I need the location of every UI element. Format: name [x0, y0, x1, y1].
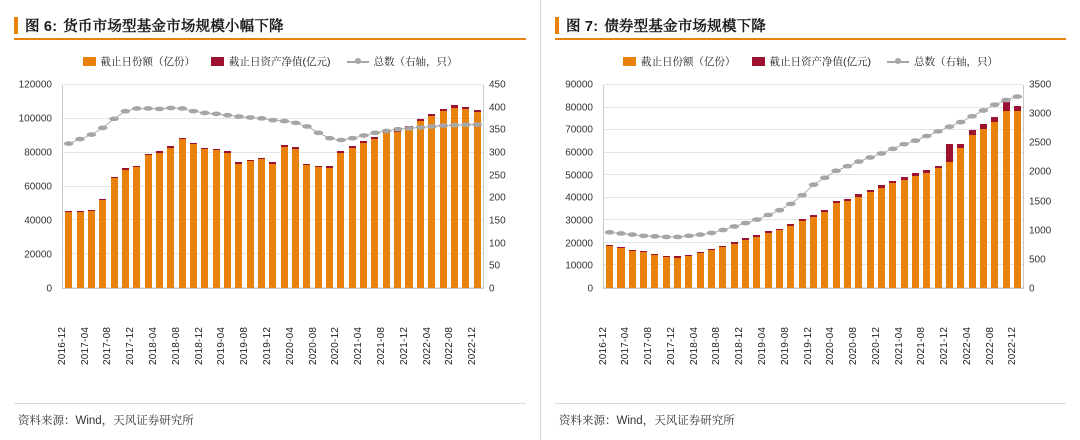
legend-line-icon-count [347, 57, 369, 66]
line-marker [843, 164, 853, 169]
y-axis-tick-label: 20000 [565, 238, 593, 250]
line-marker [382, 129, 392, 134]
figure-7-left-axis [555, 79, 597, 295]
line-marker [967, 114, 977, 119]
line-marker [1001, 98, 1011, 103]
x-axis-tick-label: 2020-12 [870, 326, 882, 365]
y-axis-tick-label: 90000 [565, 79, 593, 91]
line-marker [707, 231, 717, 236]
line-marker [223, 113, 233, 118]
line-marker [325, 136, 335, 141]
line-marker [370, 130, 380, 135]
y-axis-tick-label: 80000 [24, 147, 52, 159]
line-marker [911, 138, 921, 143]
x-axis-tick-label: 2019-04 [756, 326, 768, 365]
x-axis-tick-label: 2017-04 [620, 326, 632, 365]
line-marker [280, 119, 290, 124]
accent-bar-icon [14, 17, 18, 34]
figure-6-plot [62, 85, 484, 289]
y-axis-tick-label: 40000 [565, 192, 593, 204]
legend-swatch-icon-nav [752, 57, 765, 66]
line-path [69, 108, 478, 144]
line-marker [899, 142, 909, 147]
figure-6-source: 资料来源：Wind，天风证券研究所 [18, 415, 194, 427]
legend-label-shares: 截止日份额（亿份） [641, 56, 736, 68]
line-marker [922, 134, 932, 139]
y2-axis-tick-label: 3500 [1029, 79, 1052, 91]
x-axis-tick-label: 2018-04 [688, 326, 700, 365]
line-marker [245, 115, 255, 120]
line-marker [268, 118, 278, 123]
y2-axis-tick-label: 250 [489, 170, 506, 182]
y-axis-tick-label: 30000 [565, 215, 593, 227]
y-axis-tick-label: 0 [46, 283, 52, 295]
line-marker [673, 235, 683, 240]
figure-7-legend [541, 54, 1080, 69]
legend-item-nav [211, 54, 331, 69]
line-marker [616, 231, 626, 236]
line-marker [684, 233, 694, 238]
figure-panel-7 [540, 0, 1080, 440]
x-axis-tick-label: 2018-12 [734, 326, 746, 365]
x-axis-tick-label: 2020-04 [284, 326, 296, 365]
line-marker [189, 109, 199, 114]
line-marker [797, 193, 807, 198]
line-marker [718, 228, 728, 233]
line-marker [775, 208, 785, 213]
y-axis-tick-label: 120000 [18, 79, 52, 91]
figure-7-title: 债券型基金市场规模下降 [604, 18, 766, 35]
figure-6-legend [0, 54, 540, 69]
figure-6-left-axis [14, 79, 56, 295]
line-marker [865, 155, 875, 160]
figure-7-plot-area [555, 77, 1066, 367]
line-marker [933, 129, 943, 134]
y2-axis-tick-label: 100 [489, 238, 506, 250]
x-axis-tick-label: 2016-12 [56, 326, 68, 365]
figure-7-footer-rule [555, 403, 1066, 404]
figure-6-line-series [63, 85, 483, 288]
line-marker [854, 159, 864, 164]
x-axis-tick-label: 2021-08 [376, 326, 388, 365]
y2-axis-tick-label: 0 [1029, 283, 1035, 295]
x-axis-tick-label: 2017-12 [665, 326, 677, 365]
line-marker [639, 233, 649, 238]
y2-axis-tick-label: 0 [489, 283, 495, 295]
line-marker [87, 132, 97, 137]
y-axis-tick-label: 50000 [565, 170, 593, 182]
accent-bar-icon [555, 17, 559, 34]
y2-axis-tick-label: 1500 [1029, 196, 1052, 208]
line-marker [820, 175, 830, 180]
figure-7-line-series [604, 85, 1023, 288]
line-marker [64, 141, 74, 146]
legend-line-icon-count [887, 57, 909, 66]
x-axis-tick-label: 2021-04 [893, 326, 905, 365]
line-marker [461, 122, 471, 127]
figure-6-header-rule [14, 38, 526, 40]
figure-7-x-labels [597, 289, 1024, 367]
line-marker [166, 106, 176, 111]
legend-item-nav [752, 54, 872, 69]
line-marker [200, 111, 210, 116]
x-axis-tick-label: 2016-12 [597, 326, 609, 365]
line-marker [438, 123, 448, 128]
legend-label-nav: 截止日资产净值(亿元) [769, 56, 871, 68]
x-axis-tick-label: 2019-12 [802, 326, 814, 365]
x-axis-tick-label: 2018-08 [711, 326, 723, 365]
line-marker [155, 107, 165, 112]
line-marker [877, 151, 887, 156]
line-marker [831, 169, 841, 174]
y2-axis-tick-label: 300 [489, 147, 506, 159]
legend-label-nav: 截止日资产净值(亿元) [229, 56, 331, 68]
line-marker [359, 133, 369, 138]
line-marker [628, 232, 638, 237]
y2-axis-tick-label: 3000 [1029, 108, 1052, 120]
x-axis-tick-label: 2022-04 [961, 326, 973, 365]
line-marker [1013, 94, 1023, 99]
legend-item-count [347, 54, 458, 69]
y-axis-tick-label: 20000 [24, 249, 52, 261]
line-marker [752, 217, 762, 222]
line-marker [291, 121, 301, 126]
x-axis-tick-label: 2022-08 [984, 326, 996, 365]
x-axis-tick-label: 2020-08 [307, 326, 319, 365]
x-axis-tick-label: 2018-04 [147, 326, 159, 365]
figure-6-right-axis [484, 79, 526, 295]
line-marker [404, 126, 414, 131]
y2-axis-tick-label: 50 [489, 260, 501, 272]
x-axis-tick-label: 2021-08 [916, 326, 928, 365]
y-axis-tick-label: 60000 [24, 181, 52, 193]
line-marker [956, 120, 966, 125]
figure-7-index: 图 7: [566, 18, 599, 35]
line-marker [427, 124, 437, 129]
line-marker [809, 182, 819, 187]
y2-axis-tick-label: 1000 [1029, 225, 1052, 237]
figure-7-source: 资料来源：Wind，天风证券研究所 [559, 415, 735, 427]
x-axis-tick-label: 2017-04 [79, 326, 91, 365]
y-axis-tick-label: 100000 [18, 113, 52, 125]
x-axis-tick-label: 2021-04 [353, 326, 365, 365]
y2-axis-tick-label: 500 [1029, 254, 1046, 266]
x-axis-tick-label: 2020-08 [848, 326, 859, 365]
line-path [610, 97, 1018, 237]
legend-swatch-icon-shares [623, 57, 636, 66]
line-marker [211, 112, 221, 117]
figure-7-header [555, 10, 1066, 40]
x-axis-tick-label: 2017-08 [102, 326, 114, 365]
x-axis-tick-label: 2017-12 [125, 326, 137, 365]
figure-7-plot [603, 85, 1024, 289]
line-marker [143, 106, 153, 111]
line-marker [257, 116, 267, 121]
x-axis-tick-label: 2020-12 [330, 326, 342, 365]
x-axis-tick-label: 2022-08 [444, 326, 456, 365]
figure-6-x-labels [56, 289, 484, 367]
line-marker [393, 127, 403, 132]
line-marker [98, 126, 108, 131]
line-marker [741, 221, 751, 226]
y-axis-tick-label: 60000 [565, 147, 593, 159]
y2-axis-tick-label: 2500 [1029, 137, 1052, 149]
x-axis-tick-label: 2022-12 [467, 326, 479, 365]
line-marker [121, 109, 131, 114]
line-marker [302, 124, 312, 129]
line-marker [605, 230, 615, 235]
line-marker [990, 102, 1000, 107]
y-axis-tick-label: 40000 [24, 215, 52, 227]
x-axis-tick-label: 2022-12 [1007, 326, 1019, 365]
y2-axis-tick-label: 350 [489, 124, 506, 136]
legend-item-shares [83, 54, 196, 69]
line-marker [234, 114, 244, 119]
line-marker [109, 117, 119, 122]
line-marker [695, 232, 705, 237]
x-axis-tick-label: 2017-08 [643, 326, 655, 365]
figure-7-right-axis [1024, 79, 1066, 295]
x-axis-tick-label: 2019-12 [262, 326, 273, 365]
figure-6-index: 图 6: [25, 18, 58, 35]
figure-6-plot-area [14, 77, 526, 367]
line-marker [416, 125, 426, 130]
line-marker [132, 106, 142, 111]
figure-7-header-rule [555, 38, 1066, 40]
y-axis-tick-label: 0 [587, 283, 593, 295]
legend-item-shares [623, 54, 736, 69]
line-marker [729, 224, 739, 229]
x-axis-tick-label: 2021-12 [398, 326, 410, 365]
legend-swatch-icon-shares [83, 57, 96, 66]
figure-6-header [14, 10, 526, 40]
y-axis-tick-label: 10000 [565, 260, 593, 272]
x-axis-tick-label: 2021-12 [939, 326, 951, 365]
figure-6-footer-rule [14, 403, 526, 404]
y2-axis-tick-label: 450 [489, 79, 506, 91]
x-axis-tick-label: 2019-08 [779, 326, 791, 365]
y2-axis-tick-label: 400 [489, 102, 506, 114]
line-marker [979, 108, 989, 113]
legend-label-count: 总数（右轴，只） [914, 56, 998, 68]
figure-6-title: 货币市场型基金市场规模小幅下降 [63, 18, 284, 35]
line-marker [75, 137, 85, 142]
y-axis-tick-label: 80000 [565, 102, 593, 114]
line-marker [786, 202, 796, 207]
line-marker [763, 213, 773, 218]
y2-axis-tick-label: 150 [489, 215, 506, 227]
legend-item-count [887, 54, 998, 69]
legend-swatch-icon-nav [211, 57, 224, 66]
line-marker [945, 124, 955, 129]
x-axis-tick-label: 2019-08 [239, 326, 251, 365]
x-axis-tick-label: 2018-08 [170, 326, 182, 365]
line-marker [888, 146, 898, 151]
line-marker [177, 106, 187, 111]
line-marker [473, 122, 483, 127]
line-marker [450, 123, 460, 128]
x-axis-tick-label: 2022-04 [421, 326, 433, 365]
y2-axis-tick-label: 2000 [1029, 166, 1052, 178]
x-axis-tick-label: 2019-04 [216, 326, 228, 365]
x-axis-tick-label: 2020-04 [825, 326, 837, 365]
line-marker [650, 234, 660, 239]
line-marker [336, 138, 346, 143]
x-axis-tick-label: 2018-12 [193, 326, 205, 365]
y2-axis-tick-label: 200 [489, 192, 506, 204]
y-axis-tick-label: 70000 [565, 124, 593, 136]
legend-label-shares: 截止日份额（亿份） [100, 56, 195, 68]
line-marker [661, 235, 671, 240]
line-marker [314, 130, 324, 135]
legend-label-count: 总数（右轴，只） [373, 56, 458, 68]
line-marker [348, 136, 358, 141]
